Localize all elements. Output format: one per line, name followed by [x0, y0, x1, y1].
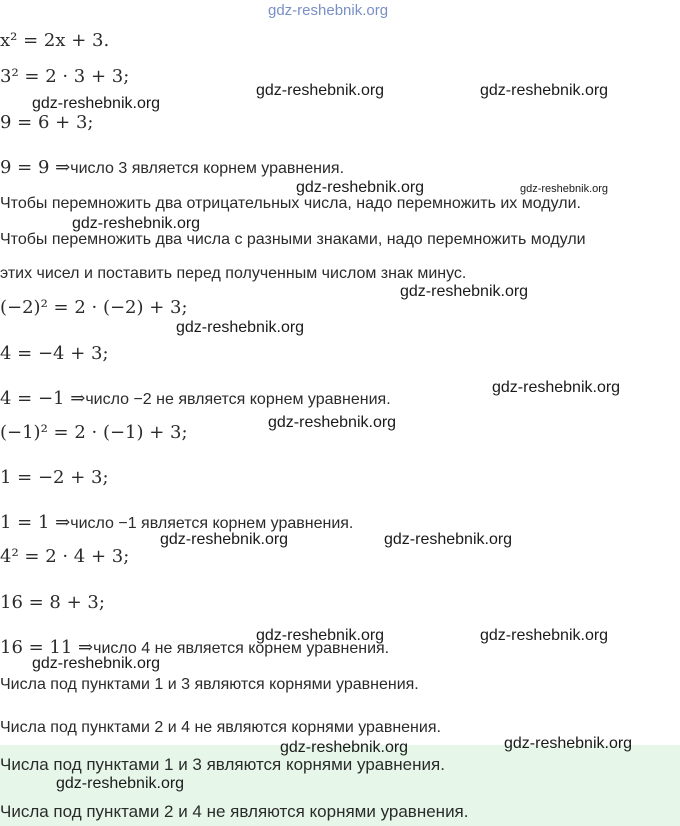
watermark: gdz-reshebnik.org	[384, 531, 513, 548]
math-part: 4 = −1 ⇒	[0, 388, 86, 409]
conclusion-line	[0, 157, 344, 180]
equation-line: 16 = 8 + 3;	[0, 592, 105, 613]
conclusion-line	[0, 637, 389, 660]
equation-line: x² = 2x + 3.	[0, 30, 110, 51]
watermark: gdz-reshebnik.org	[268, 414, 397, 431]
watermark: gdz-reshebnik.org	[256, 82, 385, 99]
watermark: gdz-reshebnik.org	[480, 82, 609, 99]
math-part: 1 = 1 ⇒	[0, 512, 71, 533]
text-part: число −1 является корнем уравнения.	[70, 515, 354, 532]
rule-line: Чтобы перемножить два числа с разными знаками, надо перемножить модули	[0, 231, 586, 248]
watermark: gdz-reshebnik.org	[400, 283, 529, 300]
conclusion-line	[0, 388, 391, 411]
watermark: gdz-reshebnik.org	[256, 627, 385, 644]
watermark: gdz-reshebnik.org	[504, 735, 633, 752]
watermark: gdz-reshebnik.org	[280, 739, 409, 756]
rule-line: Чтобы перемножить два отрицательных числа, надо перемножить их модули.	[0, 195, 581, 212]
watermark: gdz-reshebnik.org	[520, 183, 609, 195]
summary-line: Числа под пунктами 2 и 4 не являются корнями уравнения.	[0, 719, 441, 736]
equation-line: 4² = 2 · 4 + 3;	[0, 546, 130, 567]
math-part: 9 = 9 ⇒	[0, 157, 71, 178]
answer-line: Числа под пунктами 1 и 3 являются корнями уравнения.	[0, 755, 445, 774]
watermark: gdz-reshebnik.org	[32, 95, 161, 112]
watermark: gdz-reshebnik.org	[492, 379, 621, 396]
watermark: gdz-reshebnik.org	[72, 215, 201, 232]
conclusion-line	[0, 512, 353, 535]
text-part: число 3 является корнем уравнения.	[70, 160, 345, 177]
text-part: число 4 не является корнем уравнения.	[93, 640, 390, 657]
equation-line: 9 = 6 + 3;	[0, 112, 94, 133]
equation-line: (−1)² = 2 · (−1) + 3;	[0, 422, 188, 443]
watermark: gdz-reshebnik.org	[160, 531, 289, 548]
equation-line: (−2)² = 2 · (−2) + 3;	[0, 297, 188, 318]
watermark: gdz-reshebnik.org	[296, 179, 425, 196]
watermark-top: gdz-reshebnik.org	[268, 2, 389, 19]
equation-line: 1 = −2 + 3;	[0, 467, 109, 488]
equation-line: 3² = 2 · 3 + 3;	[0, 66, 130, 87]
text-part: число −2 не является корнем уравнения.	[85, 391, 391, 408]
answer-line: Числа под пунктами 2 и 4 не являются корнями уравнения.	[0, 802, 469, 821]
watermark: gdz-reshebnik.org	[56, 775, 185, 792]
equation-line: 4 = −4 + 3;	[0, 343, 109, 364]
watermark: gdz-reshebnik.org	[176, 319, 305, 336]
summary-line: Числа под пунктами 1 и 3 являются корнями уравнения.	[0, 676, 419, 693]
math-part: 16 = 11 ⇒	[0, 637, 94, 658]
watermark: gdz-reshebnik.org	[32, 655, 161, 672]
rule-line: этих чисел и поставить перед полученным числом знак минус.	[0, 265, 467, 282]
watermark: gdz-reshebnik.org	[480, 627, 609, 644]
